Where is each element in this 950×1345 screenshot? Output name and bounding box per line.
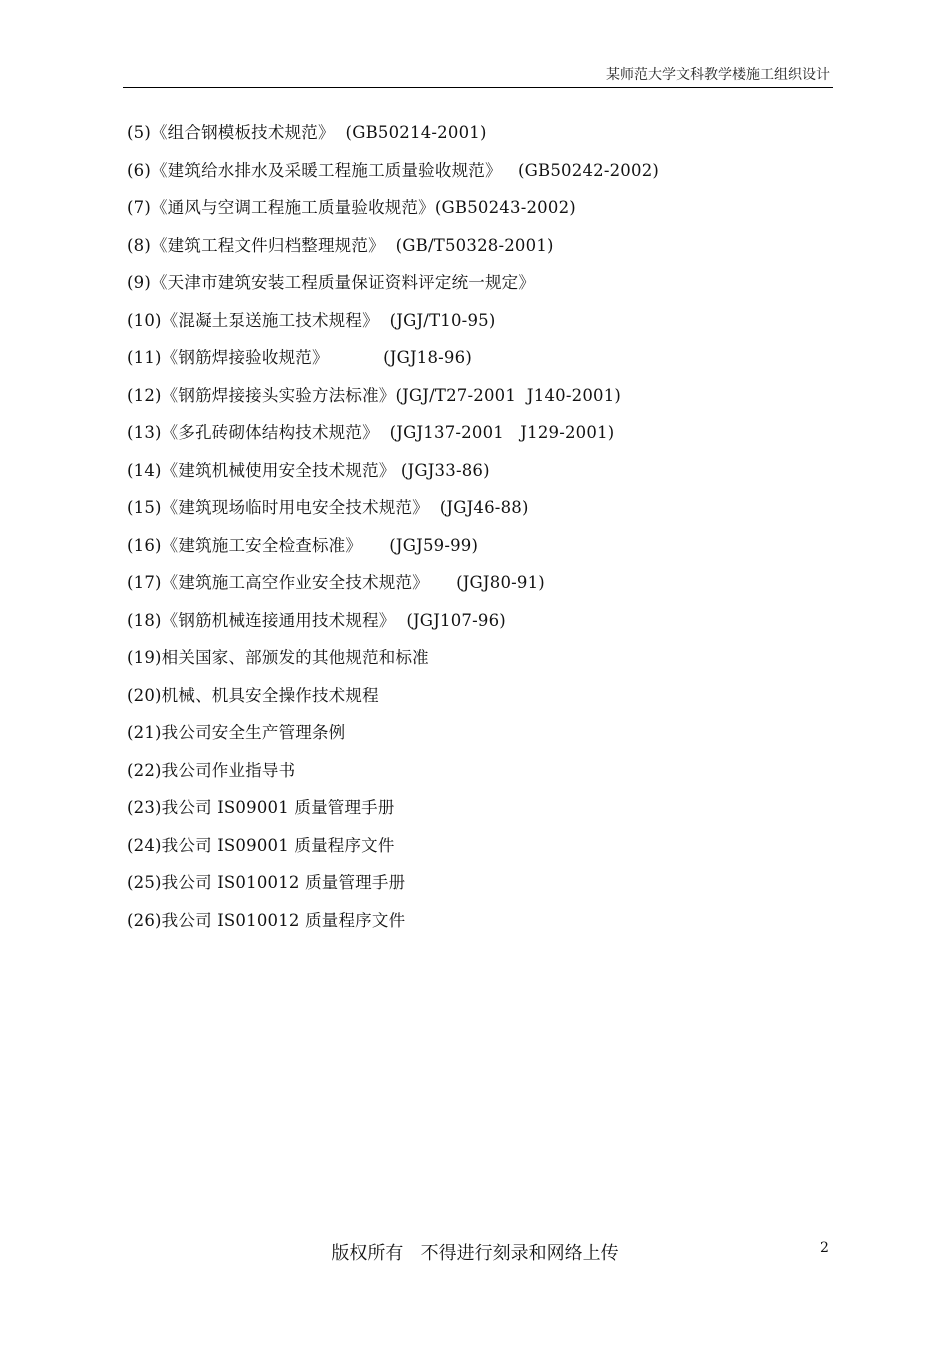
copyright-footer: 版权所有 不得进行刻录和网络上传 — [331, 1243, 619, 1264]
reference-item: (14)《建筑机械使用安全技术规范》 (JGJ33-86) — [127, 460, 490, 480]
reference-item: (6)《建筑给水排水及采暖工程施工质量验收规范》 (GB50242-2002) — [127, 160, 660, 180]
reference-list — [127, 120, 659, 945]
page-number: 2 — [820, 1240, 829, 1256]
reference-item: (21)我公司安全生产管理条例 — [127, 723, 346, 742]
document-header-title: 某师范大学文科教学楼施工组织设计 — [606, 67, 830, 83]
reference-item: (12)《钢筋焊接接头实验方法标准》(JGJ/T27-2001 J140-2001) — [127, 385, 622, 405]
reference-item: (23)我公司 IS09001 质量管理手册 — [127, 798, 395, 817]
reference-item: (8)《建筑工程文件归档整理规范》 (GB/T50328-2001) — [127, 235, 554, 255]
reference-item: (17)《建筑施工高空作业安全技术规范》 (JGJ80-91) — [127, 573, 545, 592]
reference-item: (13)《多孔砖砌体结构技术规范》 (JGJ137-2001 J129-2001) — [127, 423, 615, 442]
reference-item: (9)《天津市建筑安装工程质量保证资料评定统一规定》 — [127, 273, 536, 292]
reference-item: (25)我公司 IS010012 质量管理手册 — [127, 873, 406, 892]
reference-item: (24)我公司 IS09001 质量程序文件 — [127, 835, 395, 855]
reference-item: (5)《组合钢模板技术规范》 (GB50214-2001) — [127, 123, 487, 142]
reference-item: (22)我公司作业指导书 — [127, 760, 296, 780]
reference-item: (16)《建筑施工安全检查标准》 (JGJ59-99) — [127, 535, 479, 555]
reference-item: (18)《钢筋机械连接通用技术规程》 (JGJ107-96) — [127, 610, 506, 630]
reference-item: (7)《通风与空调工程施工质量验收规范》(GB50243-2002) — [127, 198, 576, 217]
reference-item: (15)《建筑现场临时用电安全技术规范》 (JGJ46-88) — [127, 498, 529, 517]
header-divider — [123, 87, 833, 88]
reference-item: (19)相关国家、部颁发的其他规范和标准 — [127, 648, 429, 667]
reference-item: (10)《混凝土泵送施工技术规程》 (JGJ/T10-95) — [127, 310, 496, 330]
reference-item: (26)我公司 IS010012 质量程序文件 — [127, 910, 406, 930]
reference-item: (20)机械、机具安全操作技术规程 — [127, 685, 379, 705]
reference-item: (11)《钢筋焊接验收规范》 (JGJ18-96) — [127, 348, 472, 367]
